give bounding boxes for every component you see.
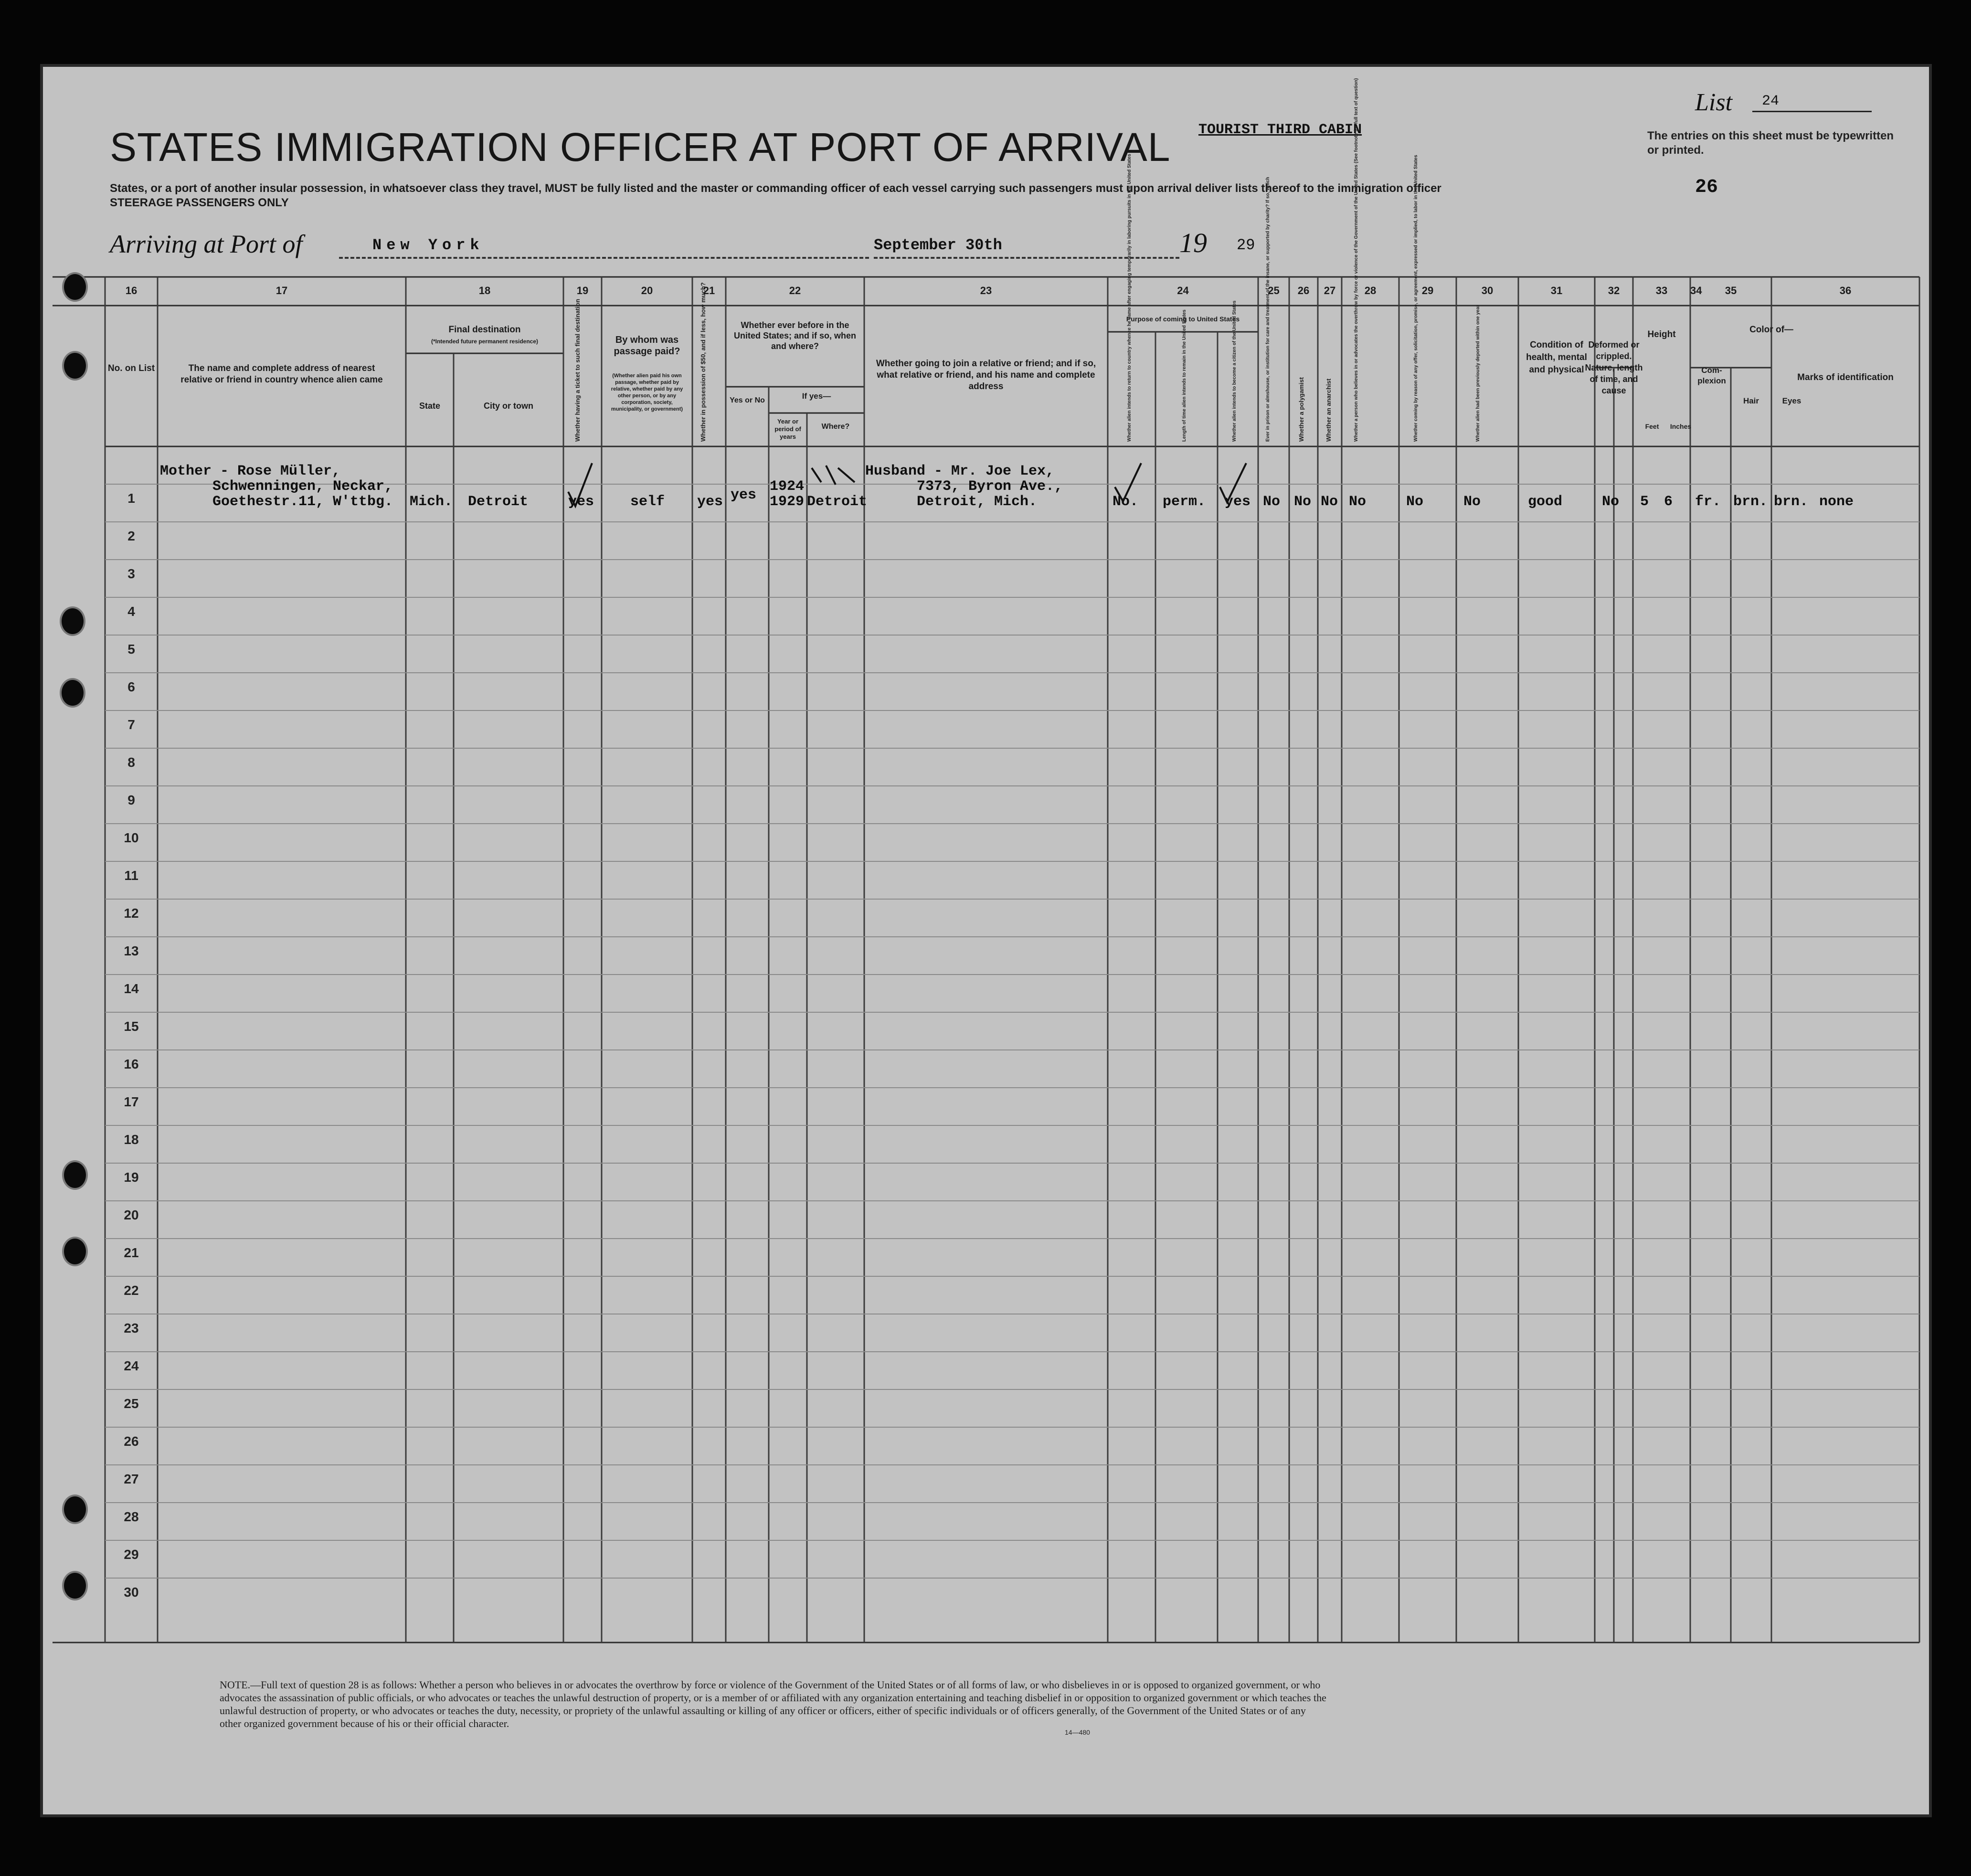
cell-state: Mich. (410, 494, 453, 510)
row-number: 29 (124, 1547, 139, 1562)
cell-marks: none (1819, 494, 1854, 510)
row-number: 7 (127, 717, 135, 732)
row-number: 30 (124, 1585, 139, 1600)
header-yes-no: Yes or No (730, 396, 765, 404)
relative-line-1: Mother - Rose Müller, (160, 463, 341, 479)
cell-where: Detroit (807, 494, 868, 510)
row-number: 2 (127, 529, 135, 543)
header-final-destination: Final destination (448, 325, 521, 335)
binder-hole (62, 272, 88, 302)
header-health: Condition of health, mental and physical (1526, 340, 1587, 375)
handwritten-mark (812, 466, 855, 485)
check-marks (43, 67, 1929, 1814)
cell-q26: No (1294, 494, 1312, 510)
row-number: 15 (124, 1019, 139, 1034)
header-purpose-a: Whether alien intends to return to country whence he came after engaging temporarily in laboring pursuits in the United States (1127, 154, 1132, 442)
cell-feet: 5 (1640, 494, 1649, 510)
header-no-on-list: No. on List (107, 363, 155, 373)
cell-passage: self (630, 494, 665, 510)
steerage-text: STEERAGE PASSENGERS ONLY (110, 196, 289, 209)
cell-q27: No (1321, 494, 1338, 510)
cell-inches: 6 (1664, 494, 1673, 510)
cell-purpose-c: yes (1225, 494, 1251, 510)
year-prefix: 19 (1179, 227, 1207, 258)
col-num-27: 27 (1324, 285, 1336, 297)
row-number: 23 (124, 1321, 139, 1335)
cell-q30: No (1463, 494, 1481, 510)
port-value: New York (372, 236, 484, 254)
header-polygamist: Whether a polygamist (1298, 377, 1305, 442)
header-purpose-b: Length of time alien intends to remain in the United States (1182, 309, 1187, 442)
binder-hole (62, 1237, 88, 1266)
header-passage-paid: By whom was passage paid? (614, 335, 680, 357)
header-inches: Inches (1670, 423, 1692, 430)
col-num-16: 16 (125, 285, 138, 297)
cell-q25: No (1263, 494, 1281, 510)
row-number: 18 (124, 1132, 139, 1147)
header-q29: Whether coming by reason of any offer, solicitation, promise, or agreement, expressed or implied, to labor in the United States (1413, 155, 1419, 442)
header-joining: Whether going to join a relative or friend; and if so, what relative or friend, and his name and complete address (876, 359, 1096, 392)
arriving-label: Arriving at Port of (110, 230, 303, 258)
check-mark (568, 463, 592, 506)
list-number: 24 (1762, 93, 1780, 109)
header-relative: The name and complete address of nearest relative or friend in country whence alien came (180, 363, 383, 385)
col-num-17: 17 (276, 285, 288, 297)
cell-years-1: 1924 (770, 478, 805, 495)
sheet-number: 26 (1695, 177, 1718, 198)
instructions-text: States, or a port of another insular possession, in whatsoever class they travel, MUST be fully listed and the master or commanding officer of each vessel carrying such passengers must upon arrival deliver lists thereof to the immigration officer (110, 182, 1441, 195)
header-purpose: Purpose of coming to United States (1126, 315, 1240, 323)
row-number: 25 (124, 1396, 139, 1411)
cell-purpose-a: No. (1113, 494, 1139, 510)
header-height: Height (1647, 329, 1676, 339)
col-num-28: 28 (1364, 285, 1377, 297)
row-number: 21 (124, 1245, 139, 1260)
header-eyes: Eyes (1782, 396, 1801, 405)
row-number: 16 (124, 1057, 139, 1071)
form-code: 14—480 (1065, 1728, 1090, 1736)
check-mark (1115, 463, 1141, 501)
row-number: 6 (127, 679, 135, 694)
cell-city: Detroit (468, 494, 529, 510)
row-number: 11 (124, 868, 138, 883)
sheet-instruction: The entries on this sheet must be typewritten or printed. (1647, 129, 1894, 157)
header-passage-paid-note: (Whether alien paid his own passage, whether paid by relative, whether paid by any other person, or by any corporation, society, municipality, or government) (611, 373, 683, 412)
row-number: 3 (127, 566, 135, 581)
check-mark (1220, 463, 1246, 502)
cell-money: yes (697, 494, 723, 510)
footnote: NOTE.—Full text of question 28 is as follows: Whether a person who believes in or advocates the overthrow by force or violence of the Government of the United States or of all forms of law, or who disbelieves in or is opposed to organized government, or who advocates the assassination of public officials, or who advocates or teaches the unlawful destruction of property, or is a member of or affiliated with any organization entertaining and teaching disbelief in or opposition to organized government or which teaches the unlawful destruction of property, or who advocates or teaches the duty, necessity, or propriety of the unlawful assaulting or killing of any officer or officers, either of specific individuals or of officers generally, of the Government of the United States or of any other organized government because of his or their official character. (220, 1679, 1326, 1729)
col-num-24: 24 (1177, 285, 1189, 297)
header-deformed: Deformed or crippled. Nature, length of time, and cause (1585, 340, 1643, 395)
row-number: 24 (124, 1358, 139, 1373)
header-final-destination-note: (*Intended future permanent residence) (431, 338, 539, 345)
col-num-33: 33 (1655, 285, 1668, 297)
header-color-of: Color of— (1749, 325, 1793, 335)
binder-hole (62, 1494, 88, 1524)
header-prison: Ever in prison or almshouse, or institution for care and treatment of the insane, or supported by charity? If so, which (1265, 177, 1271, 442)
page-title: STATES IMMIGRATION OFFICER AT PORT OF ARRIVAL (110, 125, 1171, 170)
row-number: 4 (127, 604, 135, 619)
row-number: 19 (124, 1170, 139, 1185)
header-money: Whether in possession of $50, and if less, how much? (699, 282, 707, 442)
row-number: 10 (124, 830, 139, 845)
relative-line-3: Goethestr.11, W'ttbg. (212, 494, 393, 510)
cell-purpose-b: perm. (1163, 494, 1206, 510)
row-number: 9 (127, 793, 135, 807)
relative-line-2: Schwenningen, Neckar, (212, 478, 393, 495)
header-city: City or town (484, 401, 533, 411)
header-anarchist: Whether an anarchist (1325, 378, 1332, 442)
cell-hair: brn. (1733, 494, 1768, 510)
joining-line-1: Husband - Mr. Joe Lex, (865, 463, 1055, 479)
binder-hole (62, 1160, 88, 1190)
binder-hole (62, 351, 88, 381)
binder-hole (60, 606, 85, 636)
cell-before-yes: yes (731, 487, 757, 503)
cabin-class: TOURIST THIRD CABIN (1198, 122, 1362, 138)
col-num-18: 18 (478, 285, 491, 297)
row-number: 28 (124, 1509, 139, 1524)
joining-line-3: Detroit, Mich. (917, 494, 1038, 510)
col-num-22: 22 (789, 285, 801, 297)
col-num-30: 30 (1481, 285, 1494, 297)
col-num-20: 20 (641, 285, 653, 297)
header-year-period: Year or period of years (774, 418, 801, 440)
row-number: 13 (124, 943, 139, 958)
row-number: 8 (127, 755, 135, 770)
row-number: 26 (124, 1434, 139, 1449)
header-where: Where? (821, 423, 850, 431)
col-num-32: 32 (1608, 285, 1620, 297)
joining-line-2: 7373, Byron Ave., (917, 478, 1063, 495)
col-num-36: 36 (1839, 285, 1852, 297)
col-num-19: 19 (576, 285, 589, 297)
manifest-sheet: List 24 The entries on this sheet must be typewritten or printed. 26 STATES IMMIGRATION OFFICER AT PORT OF ARRIVAL TOURIST THIRD CABIN States, or a port of another insular possession, in whatsoever class they travel, MUST be fully listed and the master or commanding officer of each vessel carrying such passengers must upon arrival deliver lists thereof to the immigration officer STEERAGE PASSENGERS ONLY Arriving at Port of New York September 30th 19 29 16 17 18 19 20 21 22 23 24 25 26 27 28 29 30 31 32 33 34 35 36 No. on List The name and complete address of nearest relative or friend in country whence alien came Final destination (*Intended future permanent residence) State City or town Whether having a ticket to such final destination By whom was passage paid? (Whether alien paid his own passage, whether paid by relative, whether paid by any other person, or by any corporation, society, municipality, or government) Whether in possession of $50, and if less, how much? Whether ever before in the United States; and if so, when and where? Yes or No If yes— Year or period of years Where? Whether going to join a relative or friend; and if so, what relative or friend, and his name and complete address Purpose of coming to United States Whether alien intends to return to country whence he came after engaging temporarily in laboring pursuits in the United States Length of time alien intends to remain in the United States Whether alien intends to become a citizen of the United States Ever in prison or almshouse, or institution for care and treatment of the insane, or supported by charity? If so, which Whether a polygamist Whether an anarchist Whether a person who believes in or advocates the overthrow by force or violence of the Government of the United States (See footnote for full text of question) Whether coming by reason of any offer, solicitation, promise, or agreement, expressed or implied, to labor in the United States Whether alien had been previously deported within one year Condition of health, mental and physical Deformed or crippled. Nature, length of time, and cause Height Feet Inches Com-plexion Color of— Hair Eyes Marks of identification 1 2 3 4 5 6 7 8 9 10 11 12 13 14 15 16 17 18 19 20 21 22 23 24 25 26 27 28 29 30 Mother - Rose Müller, Schwenningen, Neckar, Goethestr.11, W'ttbg. Mich. Detroit yes self yes yes 1924 1929 Detroit Husband - Mr. Joe Lex, 7373, Byron Ave., Detroit, Mich. No. perm. yes No No No No No No good No 5 6 fr. brn. brn. none NOTE.—Full text of question 28 is as follows: Whether a person who believes in or advocates the overthrow by force or violence of the Government of the United States or of all forms of law, or who disbelieves in or is opposed to organized government, or who advocates the assassination of public officials, or who advocates or teaches the unlawful destruction of property, or is a member of or affiliated with any organization entertaining and teaching disbelief in or opposition to organized government or which teaches the unlawful destruction of property, or who advocates or teaches the duty, necessity, or propriety of the unlawful assaulting or killing of any officer or officers, either of specific individuals or of officers generally, of the Government of the United States or of any other organized government because of his or their official character. 14—480 (43, 67, 1929, 1814)
cell-eyes: brn. (1774, 494, 1809, 510)
header-if-yes: If yes— (802, 392, 831, 401)
col-num-31: 31 (1550, 285, 1563, 297)
col-num-26: 26 (1297, 285, 1310, 297)
cell-years-2: 1929 (770, 494, 805, 510)
col-num-21: 21 (703, 285, 715, 297)
row-number: 22 (124, 1283, 139, 1298)
header-complexion: Com-plexion (1697, 366, 1726, 385)
header-hair: Hair (1743, 396, 1759, 405)
header-state: State (419, 401, 440, 411)
row-number: 12 (124, 906, 139, 921)
col-num-23: 23 (980, 285, 992, 297)
header-feet: Feet (1645, 423, 1659, 430)
header-before-us: Whether ever before in the United States; and if so, when and where? (733, 320, 857, 351)
col-num-35: 35 (1725, 285, 1737, 297)
cell-ticket: yes (568, 494, 594, 510)
header-q30: Whether alien had been previously deported within one year (1475, 305, 1481, 442)
cell-deformed: No (1602, 494, 1620, 510)
binder-hole (62, 1571, 88, 1600)
row-number: 17 (124, 1094, 139, 1109)
list-label: List (1695, 89, 1733, 116)
row-number: 20 (124, 1208, 139, 1222)
cell-health: good (1528, 494, 1563, 510)
header-ticket: Whether having a ticket to such final destination (574, 298, 581, 442)
header-marks: Marks of identification (1797, 372, 1894, 382)
cell-q28: No (1349, 494, 1367, 510)
binder-hole (60, 678, 85, 708)
header-q28: Whether a person who believes in or advocates the overthrow by force or violence of the Government of the United States (See footnote for full text of question) (1354, 78, 1359, 442)
cell-q29: No (1406, 494, 1424, 510)
col-num-29: 29 (1421, 285, 1434, 297)
row-number: 27 (124, 1472, 139, 1486)
header-purpose-c: Whether alien intends to become a citizen of the United States (1232, 300, 1237, 442)
date-value: September 30th (874, 236, 1002, 254)
year-value: 29 (1237, 236, 1255, 254)
row-number: 5 (127, 642, 135, 657)
col-num-25: 25 (1268, 285, 1280, 297)
row-number: 14 (124, 981, 139, 996)
cell-complexion: fr. (1695, 494, 1721, 510)
row-number: 1 (127, 491, 135, 506)
